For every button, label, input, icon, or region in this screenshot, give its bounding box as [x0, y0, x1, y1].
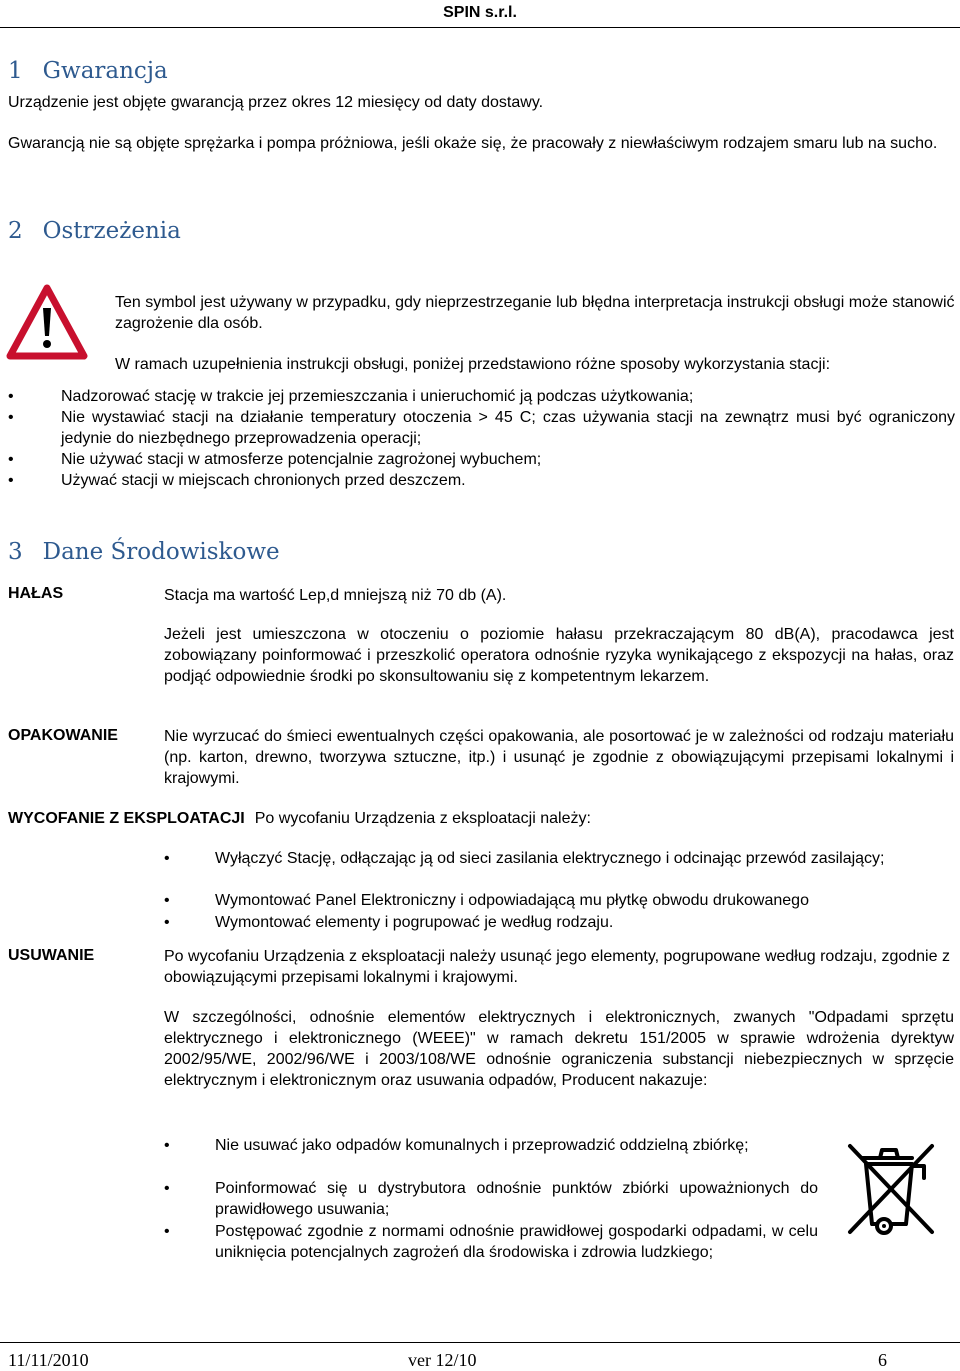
footer-divider [0, 1342, 960, 1343]
section-1-heading [8, 58, 168, 84]
section-2-heading [8, 218, 181, 244]
warning-triangle-icon [6, 284, 88, 360]
bullet-icon: • [164, 850, 170, 867]
section-3-title: Dane Środowiskowe [42, 539, 280, 565]
section-2-number: 2 [8, 218, 23, 244]
list-item: • Nie wystawiać stacji na działanie temperatury otoczenia > 45 C; czas używania stacji na zewnątrz musi być ograniczony jedynie do niezbędnego przeprowadzenia operacji; [8, 409, 955, 447]
section-1-number: 1 [8, 58, 23, 84]
crossed-out-wheelie-bin-icon [840, 1136, 940, 1246]
list-item: • Postępować zgodnie z normami odnośnie prawidłowej gospodarki odpadami, w celu uniknięcia potencjalnych zagrożeń dla środowiska i zdrowia ludzkiego; [164, 1223, 818, 1261]
packaging-paragraph: Nie wyrzucać do śmieci ewentualnych części opakowania, ale posortować je w zależności od rodzaju materiału (np. karton, drewno, tworzywa sztuczne, itp.) i usunąć je zgodnie z obowiązującymi przepisami lokalnymi i krajowymi. [164, 728, 954, 787]
bullet-icon: • [8, 388, 14, 405]
section-3-number: 3 [8, 539, 23, 565]
bullet-icon: • [164, 1223, 170, 1240]
warning-symbol-description: Ten symbol jest używany w przypadku, gdy nieprzestrzeganie lub błędna interpretacja instrukcji obsługi może stanowić zagrożenie dla osób. [115, 294, 955, 332]
decommissioning-bullet-list [0, 848, 960, 933]
noise-label: HAŁAS [8, 585, 64, 602]
list-item: • Wyłączyć Stację, odłączając ją od sieci zasilania elektrycznego i odcinając przewód zasilający; [164, 850, 885, 867]
section-1-paragraph-1: Urządzenie jest objęte gwarancją przez okres 12 miesięcy od daty dostawy. [8, 94, 544, 111]
disposal-paragraph-2: W szczególności, odnośnie elementów elektrycznych i elektronicznych, zwanych "Odpadami sprzętu elektrycznego i elektronicznego (WEEE)" w ramach dekretu 151/2005 w sprawie wdrożenia dyrektyw 2002/95/WE, 2002/96/WE i 2003/108/WE odnośnie ograniczenia substancji niebezpiecznych w sprzęcie elektrycznym i elektronicznym oraz usuwania odpadów, Producent nakazuje: [164, 1009, 954, 1089]
section-2-title: Ostrzeżenia [42, 218, 181, 244]
noise-paragraph-2: Jeżeli jest umieszczona w otoczeniu o poziomie hałasu przekraczającym 80 dB(A), pracodawca jest zobowiązany poinformować i przeszkolić operatora odnośnie ryzyka wynikającego z ekspozycji na hałas, oraz podjąć odpowiednie środki po skonsultowaniu się z kompetentnym lekarzem. [164, 626, 954, 685]
list-item: • Poinformować się u dystrybutora odnośnie punktów zbiórki upoważnionych do prawidłowego usuwania; [164, 1180, 818, 1218]
bullet-icon: • [164, 1180, 170, 1197]
bullet-icon: • [8, 409, 14, 426]
list-item: • Używać stacji w miejscach chronionych przed deszczem. [8, 472, 466, 489]
noise-paragraph-1: Stacja ma wartość Lep,d mniejszą niż 70 db (A). [164, 587, 507, 604]
bullet-icon: • [164, 892, 170, 909]
list-item: • Wymontować Panel Elektroniczny i odpowiadającą mu płytkę obwodu drukowanego [164, 892, 809, 909]
list-item: • Nie usuwać jako odpadów komunalnych i przeprowadzić oddzielną zbiórkę; [164, 1137, 749, 1154]
bullet-icon: • [8, 472, 14, 489]
section-1-title: Gwarancja [42, 58, 168, 84]
disposal-bullet-list [0, 1135, 830, 1284]
list-item: • Nadzorować stację w trakcie jej przemieszczania i unieruchomić ją podczas użytkowania; [8, 388, 694, 405]
list-item: • Wymontować elementy i pogrupować je według rodzaju. [164, 914, 614, 931]
section-2-intro: W ramach uzupełnienia instrukcji obsługi, poniżej przedstawiono różne sposoby wykorzystania stacji: [115, 356, 831, 373]
footer-page-number: 6 [878, 1350, 887, 1370]
decommissioning-line [8, 808, 591, 829]
bullet-icon: • [164, 1137, 170, 1154]
packaging-label: OPAKOWANIE [8, 727, 118, 744]
bullet-icon: • [164, 914, 170, 931]
disposal-label: USUWANIE [8, 947, 95, 964]
list-item: • Nie używać stacji w atmosferze potencjalnie zagrożonej wybuchem; [8, 451, 542, 468]
section-3-heading [8, 539, 280, 565]
footer-version: ver 12/10 [408, 1350, 477, 1370]
decommissioning-intro: Po wycofaniu Urządzenia z eksploatacji należy: [254, 810, 591, 827]
disposal-paragraph-1: Po wycofaniu Urządzenia z eksploatacji należy usunąć jego elementy, pogrupowane według rodzaju, zgodnie z obowiązującymi przepisami lokalnymi i krajowymi. [164, 948, 950, 986]
header-divider [0, 27, 960, 28]
section-2-bullet-list [0, 386, 960, 491]
section-1-paragraph-2: Gwarancją nie są objęte sprężarka i pompa próżniowa, jeśli okaże się, że pracowały z niewłaściwym rodzajem smaru lub na sucho. [8, 135, 938, 152]
decommissioning-label: WYCOFANIE Z EKSPLOATACJI [8, 810, 245, 827]
bullet-icon: • [8, 451, 14, 468]
page-header-company: SPIN s.r.l. [443, 4, 517, 21]
footer-date: 11/11/2010 [8, 1350, 89, 1370]
